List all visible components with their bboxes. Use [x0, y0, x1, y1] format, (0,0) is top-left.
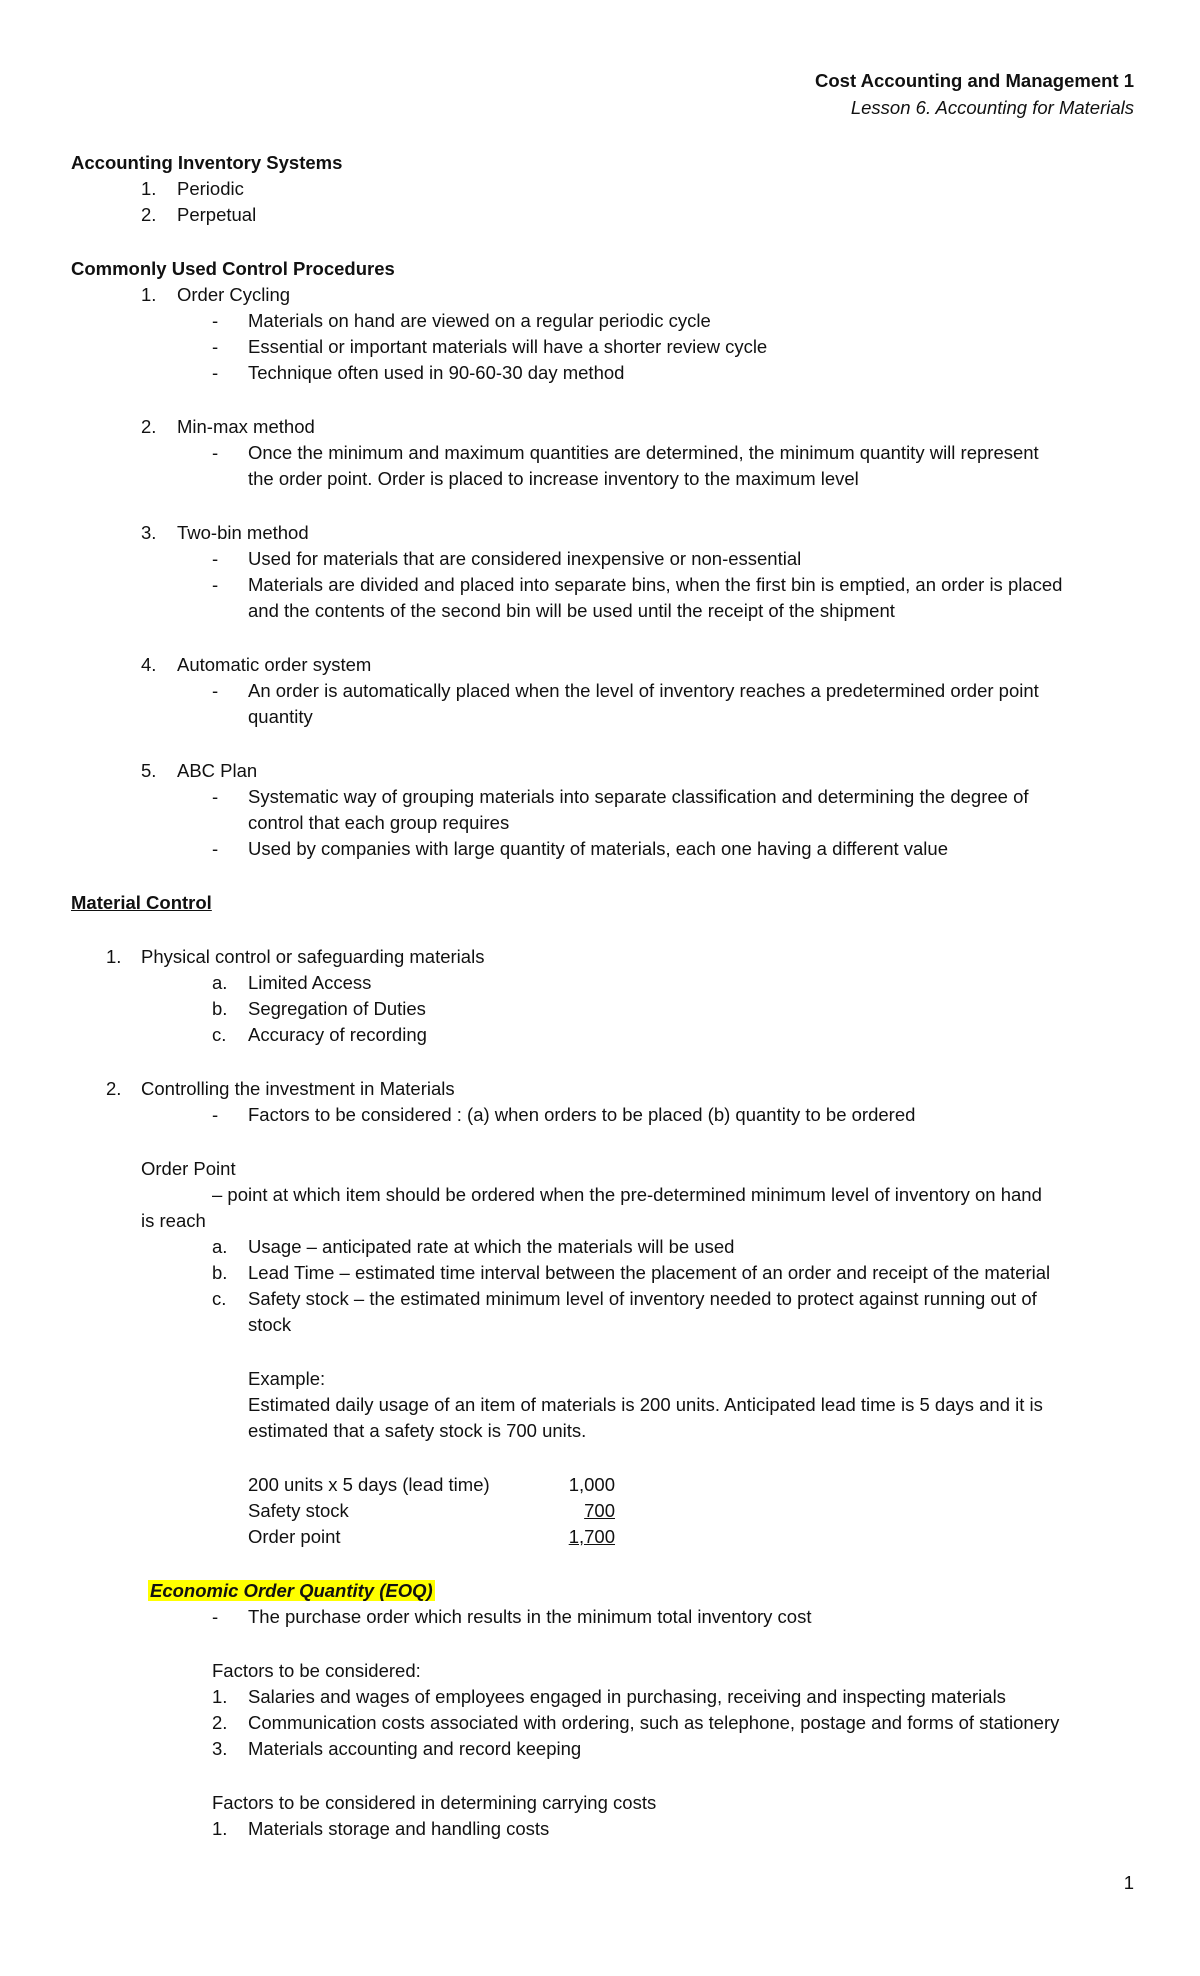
procedure-title: Order Cycling — [177, 284, 291, 305]
bullet-dash: - — [212, 838, 219, 859]
list-number: 1. — [141, 178, 157, 199]
bullet-text: Used by companies with large quantity of materials, each one having a different value — [248, 838, 948, 859]
list-item: Lead Time – estimated time interval between the placement of an order and receipt of the material — [248, 1262, 1051, 1283]
eoq-heading — [148, 1578, 435, 1604]
bullet-dash: - — [212, 1606, 219, 1627]
list-number: 1. — [141, 284, 157, 305]
bullet-dash: - — [212, 574, 219, 595]
bullet-text: Materials are divided and placed into separate bins, when the first bin is emptied, an order is placed — [248, 574, 1063, 595]
list-item: Materials storage and handling costs — [248, 1818, 550, 1839]
bullet-text: Technique often used in 90-60-30 day method — [248, 362, 625, 383]
section-heading-material-control: Material Control — [71, 892, 212, 913]
bullet-text: An order is automatically placed when the level of inventory reaches a predetermined order point — [248, 680, 1039, 701]
bullet-text: Systematic way of grouping materials into separate classification and determining the degree of — [248, 786, 1029, 807]
order-point-title: Order Point — [141, 1158, 236, 1179]
bullet-text: Factors to be considered : (a) when orders to be placed (b) quantity to be ordered — [248, 1104, 916, 1125]
bullet-text: Once the minimum and maximum quantities are determined, the minimum quantity will represent — [248, 442, 1039, 463]
calc-row-amount — [525, 1524, 615, 1550]
list-number: 3. — [141, 522, 157, 543]
bullet-text: the order point. Order is placed to increase inventory to the maximum level — [248, 468, 859, 489]
calc-row-label: Order point — [248, 1526, 341, 1547]
factors-heading: Factors to be considered: — [212, 1660, 421, 1681]
list-letter: a. — [212, 972, 228, 993]
calc-row-amount-value: 700 — [584, 1500, 615, 1521]
course-title: Cost Accounting and Management 1 — [815, 70, 1134, 91]
list-item: Segregation of Duties — [248, 998, 426, 1019]
bullet-dash: - — [212, 336, 219, 357]
bullet-text: Materials on hand are viewed on a regular periodic cycle — [248, 310, 711, 331]
order-point-definition: – point at which item should be ordered when the pre-determined minimum level of inventory on hand — [212, 1184, 1042, 1205]
procedure-title: Two-bin method — [177, 522, 309, 543]
list-item: Communication costs associated with ordering, such as telephone, postage and forms of stationery — [248, 1712, 1060, 1733]
carrying-heading: Factors to be considered in determining carrying costs — [212, 1792, 657, 1813]
list-letter: c. — [212, 1024, 227, 1045]
procedure-title: Min-max method — [177, 416, 315, 437]
list-letter: a. — [212, 1236, 228, 1257]
bullet-dash: - — [212, 310, 219, 331]
eoq-heading-text: Economic Order Quantity (EOQ) — [150, 1580, 433, 1601]
list-number: 2. — [141, 416, 157, 437]
list-letter: c. — [212, 1288, 227, 1309]
list-item: Safety stock – the estimated minimum level of inventory needed to protect against running out of — [248, 1288, 1037, 1309]
bullet-dash: - — [212, 786, 219, 807]
calc-row-amount: 1,000 — [568, 1474, 615, 1495]
list-letter: b. — [212, 998, 228, 1019]
example-text: Estimated daily usage of an item of materials is 200 units. Anticipated lead time is 5 days and it is — [248, 1394, 1043, 1415]
list-number: 2. — [106, 1078, 122, 1099]
subsection-title: Physical control or safeguarding materials — [141, 946, 485, 967]
procedure-title: Automatic order system — [177, 654, 372, 675]
lesson-subtitle: Lesson 6. Accounting for Materials — [850, 97, 1134, 118]
list-number: 1. — [212, 1818, 228, 1839]
calc-row-amount — [525, 1498, 615, 1524]
procedure-title: ABC Plan — [177, 760, 258, 781]
list-item: Limited Access — [248, 972, 372, 993]
list-item: Perpetual — [177, 204, 257, 225]
list-number: 1. — [212, 1686, 228, 1707]
list-letter: b. — [212, 1262, 228, 1283]
list-item: Salaries and wages of employees engaged in purchasing, receiving and inspecting materials — [248, 1686, 1006, 1707]
bullet-text: Used for materials that are considered inexpensive or non-essential — [248, 548, 802, 569]
bullet-text: quantity — [248, 706, 313, 727]
list-number: 3. — [212, 1738, 228, 1759]
page-number: 1 — [1123, 1872, 1134, 1893]
list-number: 5. — [141, 760, 157, 781]
list-item: Materials accounting and record keeping — [248, 1738, 582, 1759]
example-text: estimated that a safety stock is 700 units. — [248, 1420, 587, 1441]
bullet-text: and the contents of the second bin will be used until the receipt of the shipment — [248, 600, 895, 621]
calc-row-label: Safety stock — [248, 1500, 349, 1521]
subsection-title: Controlling the investment in Materials — [141, 1078, 455, 1099]
list-number: 2. — [141, 204, 157, 225]
bullet-dash: - — [212, 548, 219, 569]
bullet-dash: - — [212, 680, 219, 701]
section-heading-inventory-systems: Accounting Inventory Systems — [71, 152, 343, 173]
bullet-dash: - — [212, 362, 219, 383]
list-number: 2. — [212, 1712, 228, 1733]
bullet-dash: - — [212, 442, 219, 463]
list-item: Usage – anticipated rate at which the materials will be used — [248, 1236, 735, 1257]
list-number: 4. — [141, 654, 157, 675]
bullet-text: control that each group requires — [248, 812, 510, 833]
list-item: stock — [248, 1314, 292, 1335]
bullet-dash: - — [212, 1104, 219, 1125]
list-item: Accuracy of recording — [248, 1024, 427, 1045]
calc-row-total-value: 1,700 — [568, 1526, 615, 1547]
list-number: 1. — [106, 946, 122, 967]
bullet-text: The purchase order which results in the minimum total inventory cost — [248, 1606, 812, 1627]
order-point-definition: is reach — [141, 1210, 206, 1231]
bullet-text: Essential or important materials will have a shorter review cycle — [248, 336, 768, 357]
section-heading-control-procedures: Commonly Used Control Procedures — [71, 258, 395, 279]
example-label: Example: — [248, 1368, 326, 1389]
calc-row-label: 200 units x 5 days (lead time) — [248, 1474, 490, 1495]
list-item: Periodic — [177, 178, 244, 199]
